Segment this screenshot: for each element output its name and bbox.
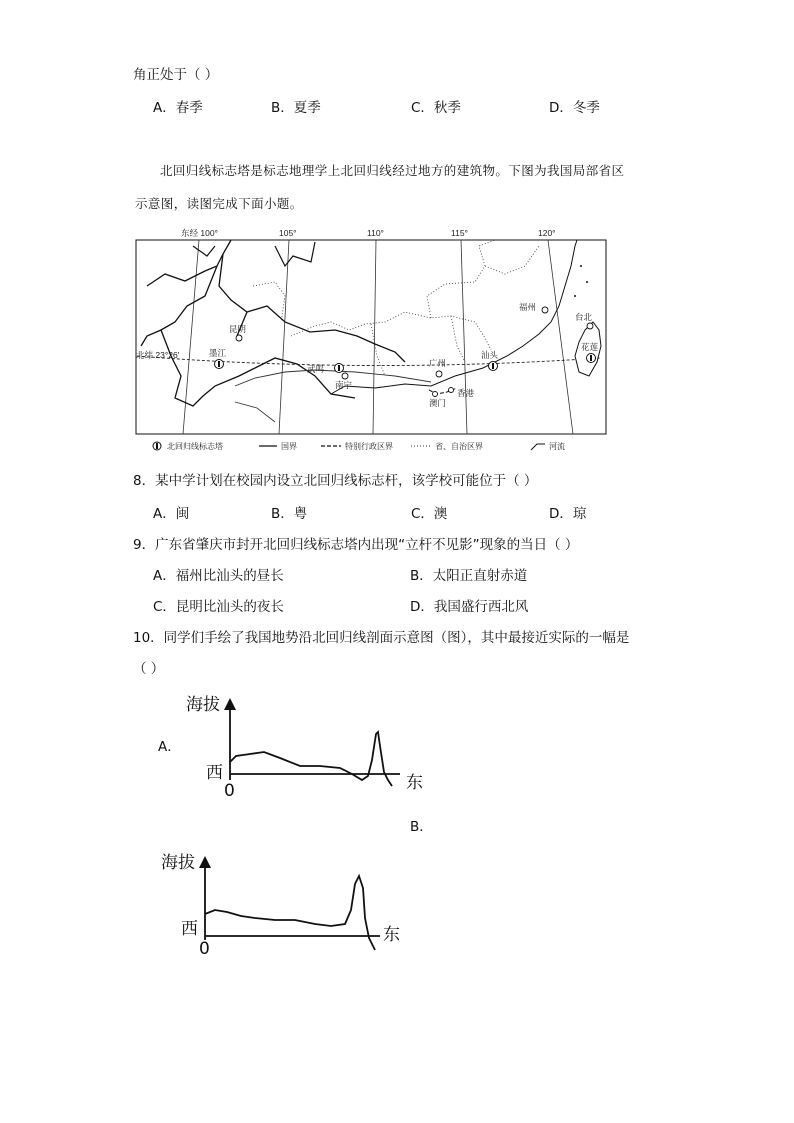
lon-label-105: 105° xyxy=(279,228,297,238)
chart-a-ylabel: 海拔 xyxy=(186,695,220,715)
chart-b-east: 东 xyxy=(383,925,400,945)
q8-option-c[interactable]: C．澳 xyxy=(411,506,448,522)
chart-b-ylabel: 海拔 xyxy=(161,853,195,873)
place-nanning: 南宁 xyxy=(335,380,353,390)
legend-province-border: 省、自治区界 xyxy=(435,442,483,451)
lon-label-100: 东经 100° xyxy=(181,228,218,238)
city-marker-nanning xyxy=(342,373,348,379)
lon-label-115: 115° xyxy=(451,228,468,238)
lon-label-120: 120° xyxy=(538,228,556,238)
latitude-label: 北纬 23°26' xyxy=(136,350,180,360)
place-fuzhou: 福州 xyxy=(519,302,537,312)
q7-option-b[interactable]: B．夏季 xyxy=(271,100,321,116)
q10-option-b[interactable]: B． xyxy=(410,819,433,835)
q9-option-a[interactable]: A．福州比汕头的昼长 xyxy=(153,568,284,584)
chart-b-profile-line xyxy=(205,876,375,950)
place-aomen: 澳门 xyxy=(429,398,447,408)
chart-a-profile-line xyxy=(230,732,392,786)
q9-option-c[interactable]: C．昆明比汕头的夜长 xyxy=(153,599,284,615)
q7-stem-tail: 角正处于（ ） xyxy=(133,67,219,83)
place-mojiang: 墨江 xyxy=(209,348,227,358)
city-marker-fuzhou xyxy=(542,307,548,313)
q7-option-a[interactable]: A．春季 xyxy=(153,100,203,116)
q9-stem: 9．广东省肇庆市封开北回归线标志塔内出现“立杆不见影”现象的当日（ ） xyxy=(133,537,579,553)
q8-option-b[interactable]: B．粤 xyxy=(271,506,308,522)
q9-option-d[interactable]: D．我国盛行西北风 xyxy=(410,599,529,615)
place-xianggang: 香港 xyxy=(457,388,475,398)
chart-a-origin: 0 xyxy=(224,781,235,801)
intro-line-1: 北回归线标志塔是标志地理学上北回归线经过地方的建筑物。下图为我国局部省区 xyxy=(160,163,625,178)
lon-label-110: 110° xyxy=(367,228,384,238)
q10-option-a[interactable]: A． xyxy=(158,739,181,755)
legend-river: 河流 xyxy=(549,442,565,451)
chart-b-west: 西 xyxy=(181,919,198,939)
chart-b-origin: 0 xyxy=(199,939,210,959)
city-marker-aomen xyxy=(433,392,438,397)
city-marker-kunming xyxy=(236,335,242,341)
profile-chart-b xyxy=(155,848,405,960)
intro-line-2: 示意图，读图完成下面小题。 xyxy=(135,196,303,211)
q8-option-a[interactable]: A．闽 xyxy=(153,506,190,522)
tower-hualian-icon xyxy=(587,354,596,363)
city-marker-taibei xyxy=(587,323,593,329)
place-hualian: 花莲 xyxy=(581,342,599,352)
q10-paren: （ ） xyxy=(133,661,165,677)
chart-a-east: 东 xyxy=(406,773,423,793)
place-guangzhou: 广州 xyxy=(429,358,447,368)
q9-option-b[interactable]: B．太阳正直射赤道 xyxy=(410,568,528,584)
map-legend xyxy=(153,441,565,451)
tower-wuming-icon xyxy=(335,364,344,373)
tower-mojiang-icon xyxy=(215,360,224,369)
city-marker-guangzhou xyxy=(436,371,442,377)
place-taibei: 台北 xyxy=(575,312,593,322)
q8-option-d[interactable]: D．琼 xyxy=(549,506,587,522)
legend-special-admin: 特别行政区界 xyxy=(345,442,393,451)
q8-stem: 8．某中学计划在校园内设立北回归线标志杆，该学校可能位于（ ） xyxy=(133,473,538,489)
legend-national-border: 国界 xyxy=(281,442,297,451)
regional-map xyxy=(135,226,607,458)
city-marker-xianggang xyxy=(449,388,454,393)
place-shantou: 汕头 xyxy=(481,350,499,360)
q7-option-d[interactable]: D．冬季 xyxy=(549,100,600,116)
place-kunming: 昆明 xyxy=(229,324,247,334)
q10-stem: 10．同学们手绘了我国地势沿北回归线剖面示意图（图），其中最接近实际的一幅是 xyxy=(133,630,630,646)
legend-tower: 北回归线标志塔 xyxy=(167,442,223,451)
profile-chart-a xyxy=(180,690,423,801)
q7-option-c[interactable]: C．秋季 xyxy=(411,100,461,116)
chart-a-west: 西 xyxy=(206,763,223,783)
place-wuming: 武鸣 xyxy=(307,364,325,374)
tower-shantou-icon xyxy=(489,362,498,371)
